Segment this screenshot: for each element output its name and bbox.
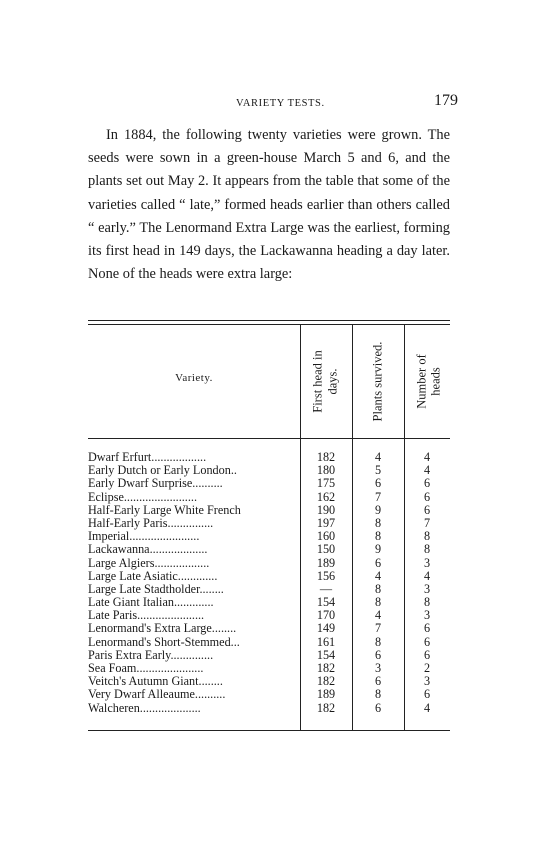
first-head-days: 156 [316, 568, 336, 583]
variety-name: Eclipse........................ [88, 490, 197, 504]
table-row [88, 596, 450, 609]
number-of-heads: 3 [423, 608, 431, 623]
plants-survived: 6 [374, 647, 382, 662]
first-head-header-line-1: First head in [310, 350, 325, 413]
plants-survived: 9 [374, 542, 382, 557]
number-of-heads: 3 [423, 555, 431, 570]
variety-name: Half-Early Paris............... [88, 516, 214, 530]
table-row [88, 491, 450, 504]
plants-survived: 8 [374, 515, 382, 530]
first-head-days: 154 [316, 595, 336, 610]
first-head-header-line-2: days. [325, 368, 340, 395]
plants-survived: 6 [374, 476, 382, 491]
number-of-heads: 3 [423, 674, 431, 689]
number-of-heads: 4 [423, 463, 431, 478]
table-row [88, 517, 450, 530]
page-number: 179 [434, 92, 458, 109]
first-head-days: 190 [316, 502, 336, 517]
plants-survived: 6 [374, 555, 382, 570]
variety-name: Sea Foam...................... [88, 662, 204, 675]
table-row [88, 451, 450, 464]
table-row [88, 622, 450, 635]
table-row [88, 583, 450, 596]
first-head-days: 180 [316, 463, 336, 478]
number-of-heads: 8 [423, 542, 431, 557]
table-row [88, 688, 450, 701]
first-head-days: 189 [316, 687, 336, 702]
plants-survived: 4 [374, 608, 382, 623]
variety-name: Veitch's Autumn Giant........ [88, 675, 223, 689]
page-header [88, 92, 458, 116]
first-head-days: 175 [316, 476, 336, 491]
first-head-days: 162 [316, 489, 336, 504]
first-head-days: 160 [316, 529, 336, 544]
variety-name: Very Dwarf Alleaume.......... [88, 688, 226, 702]
plants-survived: 8 [374, 595, 382, 610]
number-of-heads: 6 [423, 634, 431, 649]
table-row [88, 543, 450, 556]
plants-survived: 6 [374, 700, 382, 715]
variety-name: Lenormand's Extra Large........ [88, 622, 237, 636]
number-of-heads: 6 [423, 502, 431, 517]
running-title: VARIETY TESTS. [236, 98, 325, 109]
plants-survived: 6 [374, 674, 382, 689]
number-of-heads: 8 [423, 529, 431, 544]
variety-name: Paris Extra Early.............. [88, 648, 214, 662]
first-head-days: 189 [316, 555, 336, 570]
table-row [88, 649, 450, 662]
table-row [88, 530, 450, 543]
variety-name: Half-Early Large White French [88, 503, 241, 517]
number-of-heads: 7 [423, 515, 431, 530]
variety-name: Late Paris...................... [88, 609, 205, 623]
variety-name: Dwarf Erfurt.................. [88, 451, 207, 464]
first-head-days: — [319, 581, 333, 596]
number-of-heads: 2 [423, 661, 431, 675]
table-row [88, 662, 450, 675]
first-head-days: 182 [316, 674, 336, 689]
number-of-heads: 6 [423, 489, 431, 504]
plants-survived: 4 [374, 450, 382, 464]
variety-name: Large Algiers.................. [88, 556, 210, 570]
plants-survived: 8 [374, 581, 382, 596]
heads-header-line-1: Number of [414, 354, 429, 409]
variety-name: Large Late Asiatic............. [88, 569, 218, 583]
table-row [88, 504, 450, 517]
variety-column-header: Variety. [175, 372, 213, 384]
first-head-days: 182 [316, 450, 336, 464]
first-head-days: 182 [316, 661, 336, 675]
table-row [88, 477, 450, 490]
first-head-days: 170 [316, 608, 336, 623]
table-row [88, 702, 450, 715]
number-of-heads: 4 [423, 450, 431, 464]
plants-survived: 9 [374, 502, 382, 517]
table-top-rule-inner [88, 324, 450, 325]
table-row [88, 557, 450, 570]
number-of-heads: 4 [423, 568, 431, 583]
first-head-days: 149 [316, 621, 336, 636]
number-of-heads: 8 [423, 595, 431, 610]
intro-paragraph: In 1884, the following twenty varieties were grown. The seeds were sown in a green-house March 5 and 6, and the plants set out May 2. It appears from the table that some of the varieties called “ late,” formed heads earlier than others called “ early.” The Lenormand Extra Large was the earliest, forming its first head in 149 days, the Lackawanna heading a day later. None of the heads were extra large: [88, 127, 450, 283]
variety-name: Lenormand's Short-Stemmed... [88, 635, 240, 649]
survived-column-header: Plants survived. [370, 341, 385, 422]
plants-survived: 3 [374, 661, 382, 675]
variety-table [88, 320, 450, 715]
table-row [88, 609, 450, 622]
first-head-days: 182 [316, 700, 336, 715]
first-head-days: 150 [316, 542, 336, 557]
number-of-heads: 6 [423, 476, 431, 491]
table-bottom-rule [88, 730, 450, 731]
plants-survived: 8 [374, 687, 382, 702]
table-row [88, 464, 450, 477]
first-head-days: 197 [316, 515, 336, 530]
variety-name: Early Dwarf Surprise.......... [88, 477, 223, 491]
number-of-heads: 3 [423, 581, 431, 596]
variety-name: Lackawanna................... [88, 543, 208, 557]
heads-header-line-2: heads [428, 367, 443, 396]
table-top-rule [88, 320, 450, 321]
table-header-rule [88, 438, 450, 439]
plants-survived: 7 [374, 489, 382, 504]
variety-name: Imperial....................... [88, 530, 200, 544]
table-row [88, 636, 450, 649]
variety-name: Large Late Stadtholder........ [88, 582, 224, 596]
variety-name: Late Giant Italian............. [88, 596, 214, 610]
plants-survived: 4 [374, 568, 382, 583]
table-body [88, 451, 450, 715]
table-row [88, 570, 450, 583]
table-row [88, 675, 450, 688]
plants-survived: 7 [374, 621, 382, 636]
variety-name: Early Dutch or Early London.. [88, 464, 237, 478]
number-of-heads: 6 [423, 687, 431, 702]
plants-survived: 8 [374, 634, 382, 649]
first-head-days: 161 [316, 634, 336, 649]
plants-survived: 5 [374, 463, 382, 478]
number-of-heads: 6 [423, 621, 431, 636]
variety-name: Walcheren.................... [88, 701, 201, 715]
first-head-days: 154 [316, 647, 336, 662]
number-of-heads: 4 [423, 700, 431, 715]
number-of-heads: 6 [423, 647, 431, 662]
plants-survived: 8 [374, 529, 382, 544]
